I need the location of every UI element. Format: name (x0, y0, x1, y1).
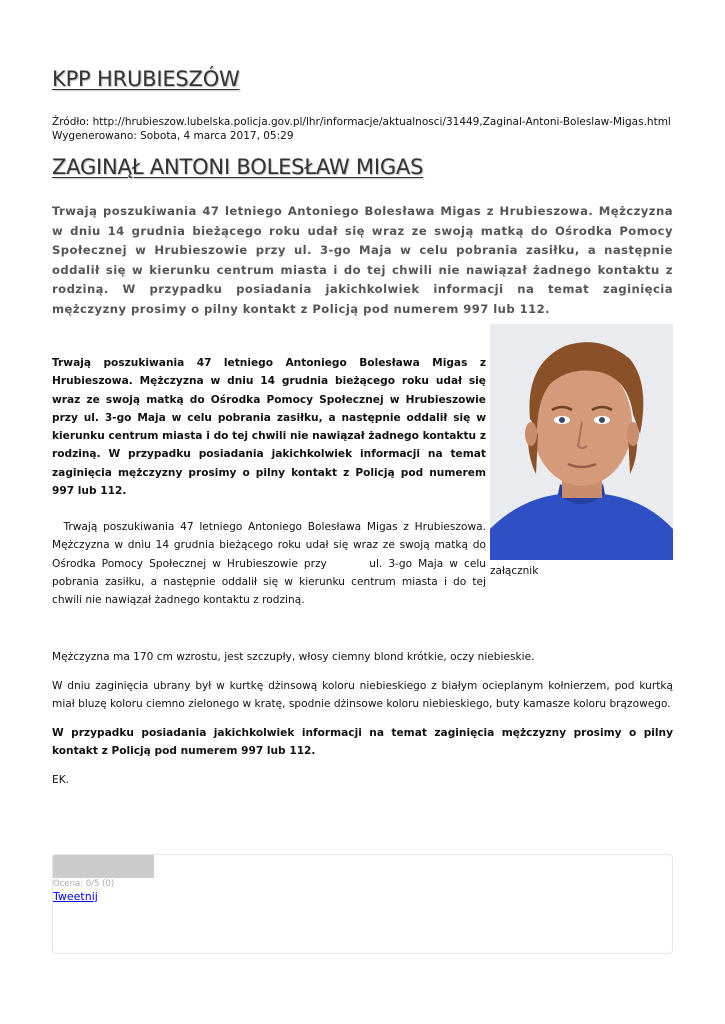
person-description: Mężczyzna ma 170 cm wzrostu, jest szczupły, włosy ciemny blond krótkie, oczy niebieskie. (52, 651, 535, 663)
clothing-description: W dniu zaginięcia ubrany był w kurtkę dżinsową koloru niebieskiego z białym ocieplanym kołnierzem, pod kurtką miał bluzę koloru ciemno zielonego w kratę, spodnie dżinsowe koloru niebieskiego, buty kamasze koloru brązowego. (52, 680, 673, 711)
rating-box (52, 854, 673, 954)
rating-bar[interactable] (53, 855, 154, 878)
photo-caption: załącznik (490, 565, 539, 577)
contact-appeal: W przypadku posiadania jakichkolwiek informacji na temat zaginięcia mężczyzny prosimy o pilny kontakt z Policją pod numerem 997 lub 112. (52, 727, 673, 758)
article-paragraph-bold: Trwają poszukiwania 47 letniego Antoniego Bolesława Migas z Hrubieszowa. Mężczyzna w dniu 14 grudnia bieżącego roku udał się wraz ze swoją matką do Ośrodka Pomocy Społecznej w Hrubieszowie przy ul. 3-go Maja w celu pobrania zasiłku, a następnie oddalił się w kierunku centrum miasta i do tej chwili nie nawiązał żadnego kontaktu z rodziną. W przypadku posiadania jakichkolwiek informacji na temat zaginięcia mężczyzny prosimy o pilny kontakt z Policją pod numerem 997 lub 112. (52, 357, 486, 498)
article-paragraph-regular: Trwają poszukiwania 47 letniego Antoniego Bolesława Migas z Hrubieszowa. Mężczyzna w dniu 14 grudnia bieżącego roku udał się wraz ze swoją matką do Ośrodka Pomocy Społecznej w Hrubieszowie przy ul. 3-go Maja w celu pobrania zasiłku, a następnie oddalił się w kierunku centrum miasta i do tej chwili nie nawiązał żadnego kontaktu z rodziną. (52, 521, 490, 607)
article-lead: Trwają poszukiwania 47 letniego Antoniego Bolesława Migas z Hrubieszowa. Mężczyzna w dniu 14 grudnia bieżącego roku udał się wraz ze swoją matką do Ośrodka Pomocy Społecznej w Hrubieszowie przy ul. 3-go Maja w celu pobrania zasiłku, a następnie oddalił się w kierunku centrum miasta i do tej chwili nie nawiązał żadnego kontaktu z rodziną. W przypadku posiadania jakichkolwiek informacji na temat zaginięcia mężczyzny prosimy o pilny kontakt z Policją pod numerem 997 lub 112. (52, 204, 673, 316)
rating-text: Ocena: 0/5 (0) (53, 879, 115, 889)
article-meta (52, 115, 671, 143)
tweet-link[interactable]: Tweetnij (53, 890, 98, 903)
site-title: KPP HRUBIESZÓW (52, 67, 240, 91)
author-signature: EK. (52, 774, 70, 786)
source-url: Źródło: http://hrubieszow.lubelska.policja.gov.pl/lhr/informacje/aktualnosci/31449,Zaginal-Antoni-Boleslaw-Migas.html (52, 116, 671, 128)
missing-person-photo[interactable] (490, 324, 673, 560)
generated-date: Wygenerowano: Sobota, 4 marca 2017, 05:29 (52, 130, 294, 142)
photo-attachment (490, 324, 673, 578)
article-title: ZAGINĄŁ ANTONI BOLESŁAW MIGAS (52, 155, 424, 179)
